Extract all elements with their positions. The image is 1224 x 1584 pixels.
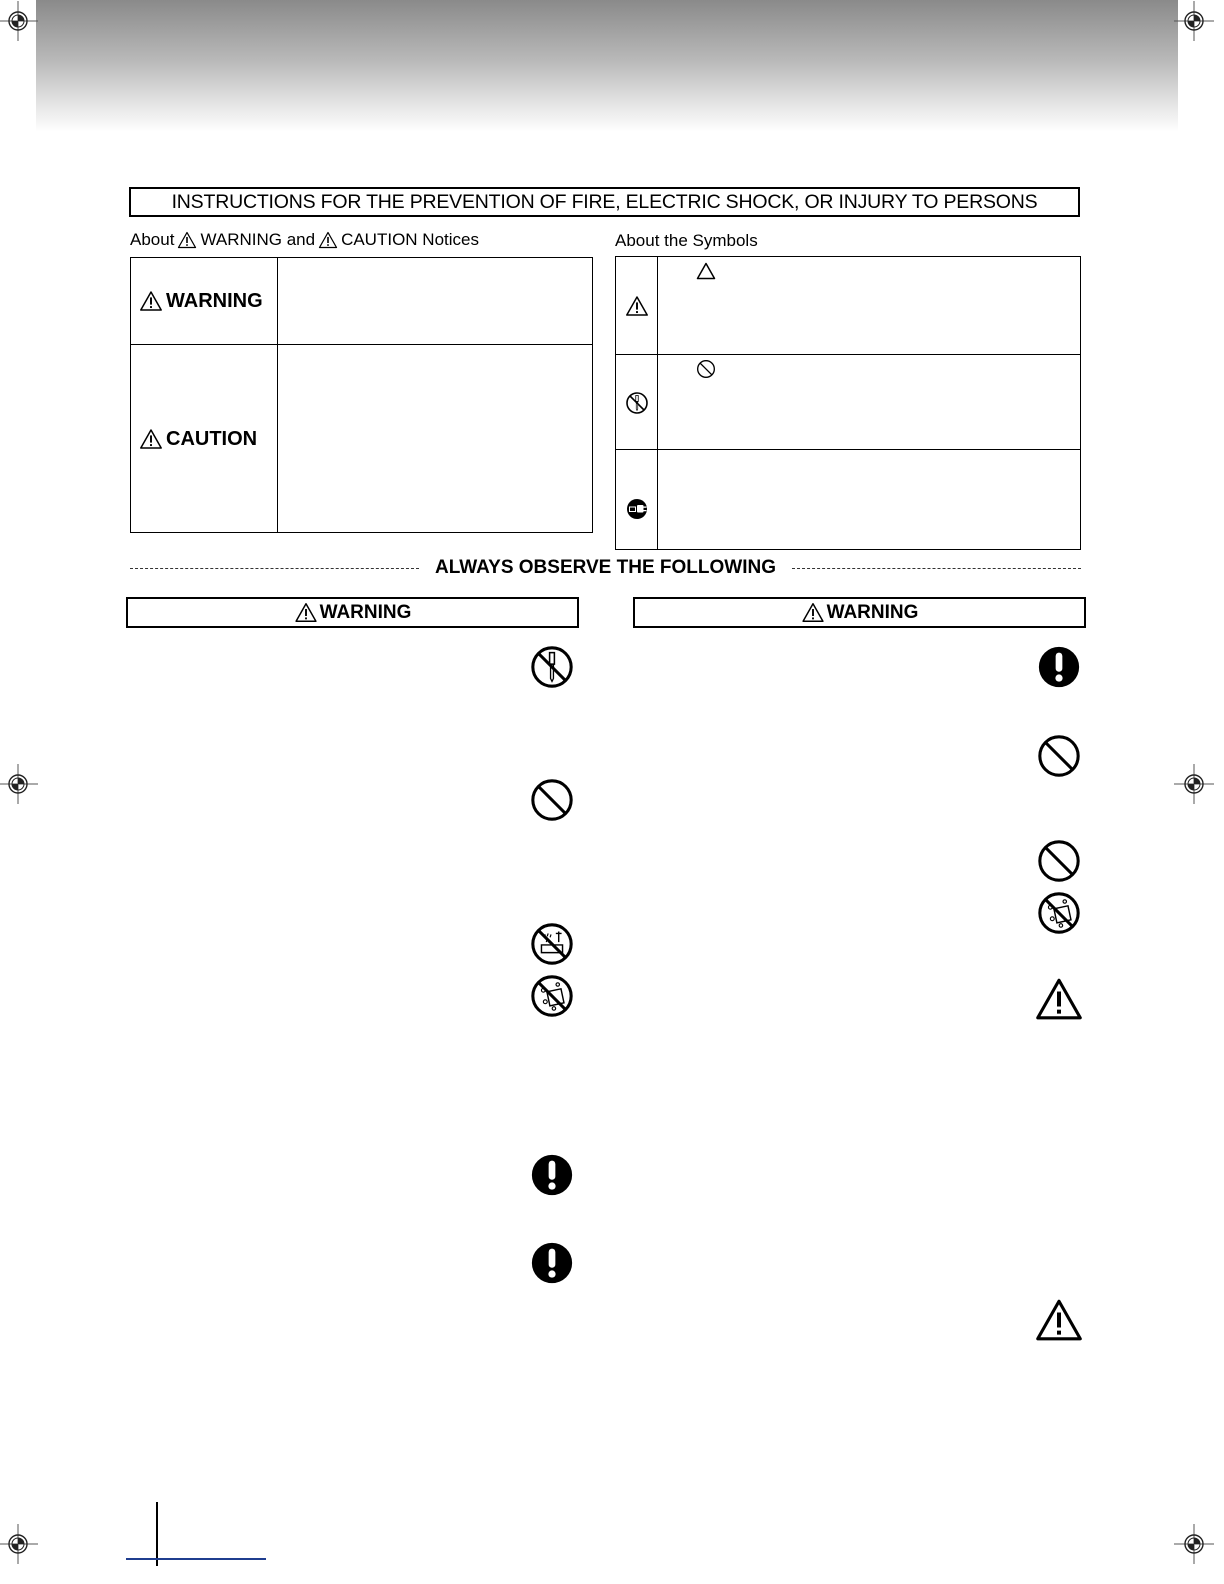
do-not-disassemble-icon (625, 391, 649, 415)
registration-mark-icon (1174, 1, 1214, 41)
warning-triangle-icon (801, 602, 825, 623)
mandatory-action-icon (529, 1152, 575, 1198)
prohibited-circle-icon (529, 777, 575, 823)
notice-label-caution: CAUTION (166, 427, 258, 450)
always-observe-heading: ALWAYS OBSERVE THE FOLLOWING (435, 557, 776, 578)
symbol-icon-cell (616, 355, 658, 450)
registration-mark-icon (0, 764, 38, 804)
dashed-rule (792, 568, 1081, 569)
prohibited-circle-icon (696, 359, 716, 379)
notices-heading-about: About (130, 230, 175, 249)
warning-triangle-icon (1034, 1297, 1084, 1343)
prohibited-circle-icon (1036, 733, 1082, 779)
page-header-band (36, 0, 1178, 132)
notices-heading-warning: WARNING and (200, 230, 316, 249)
symbol-icon-cell (616, 450, 658, 549)
mandatory-action-icon (1036, 644, 1082, 690)
warning-triangle-icon (294, 602, 318, 623)
notice-row-warning (131, 258, 592, 344)
warning-triangle-icon (139, 290, 163, 312)
notices-table (130, 257, 593, 533)
registration-mark-icon (0, 1524, 38, 1564)
footer-vertical-rule (156, 1502, 158, 1566)
symbol-row-warning (616, 257, 1080, 354)
warning-triangle-icon (139, 428, 163, 450)
right-warning-label: WARNING (826, 601, 919, 623)
warning-triangle-icon (318, 231, 338, 249)
left-warning-label: WARNING (319, 601, 412, 623)
symbol-row-prohibited (616, 354, 1080, 450)
left-warning-heading (126, 597, 579, 628)
do-not-disassemble-icon (529, 644, 575, 690)
no-children-icon (529, 973, 575, 1019)
notice-label-cell (131, 258, 278, 344)
warning-triangle-icon (177, 231, 197, 249)
footer-horizontal-rule (126, 1558, 266, 1560)
always-observe-divider (130, 556, 1081, 580)
registration-mark-icon (1174, 1524, 1214, 1564)
symbols-heading: About the Symbols (615, 231, 758, 250)
notices-heading-caution: CAUTION Notices (341, 230, 479, 249)
symbols-table (615, 256, 1081, 550)
unplug-icon (625, 497, 649, 521)
registration-mark-icon (1174, 764, 1214, 804)
symbol-icon-cell (616, 257, 658, 354)
registration-mark-icon (0, 1, 38, 41)
mandatory-action-icon (529, 1240, 575, 1286)
symbol-row-mandatory (616, 449, 1080, 549)
no-water-icon (529, 921, 575, 967)
warning-triangle-icon (1034, 976, 1084, 1022)
right-warning-heading (633, 597, 1086, 628)
notice-label-cell (131, 345, 278, 533)
no-children-icon (1036, 890, 1082, 936)
notice-row-caution (131, 344, 592, 533)
prohibited-circle-icon (1036, 838, 1082, 884)
dashed-rule (130, 568, 419, 569)
warning-triangle-icon (625, 294, 649, 318)
notice-label-warning: WARNING (166, 289, 263, 312)
notices-heading (130, 230, 479, 250)
page-title: INSTRUCTIONS FOR THE PREVENTION OF FIRE, ELECTRIC SHOCK, OR INJURY TO PERSONS (129, 187, 1080, 217)
triangle-outline-icon (696, 261, 716, 281)
